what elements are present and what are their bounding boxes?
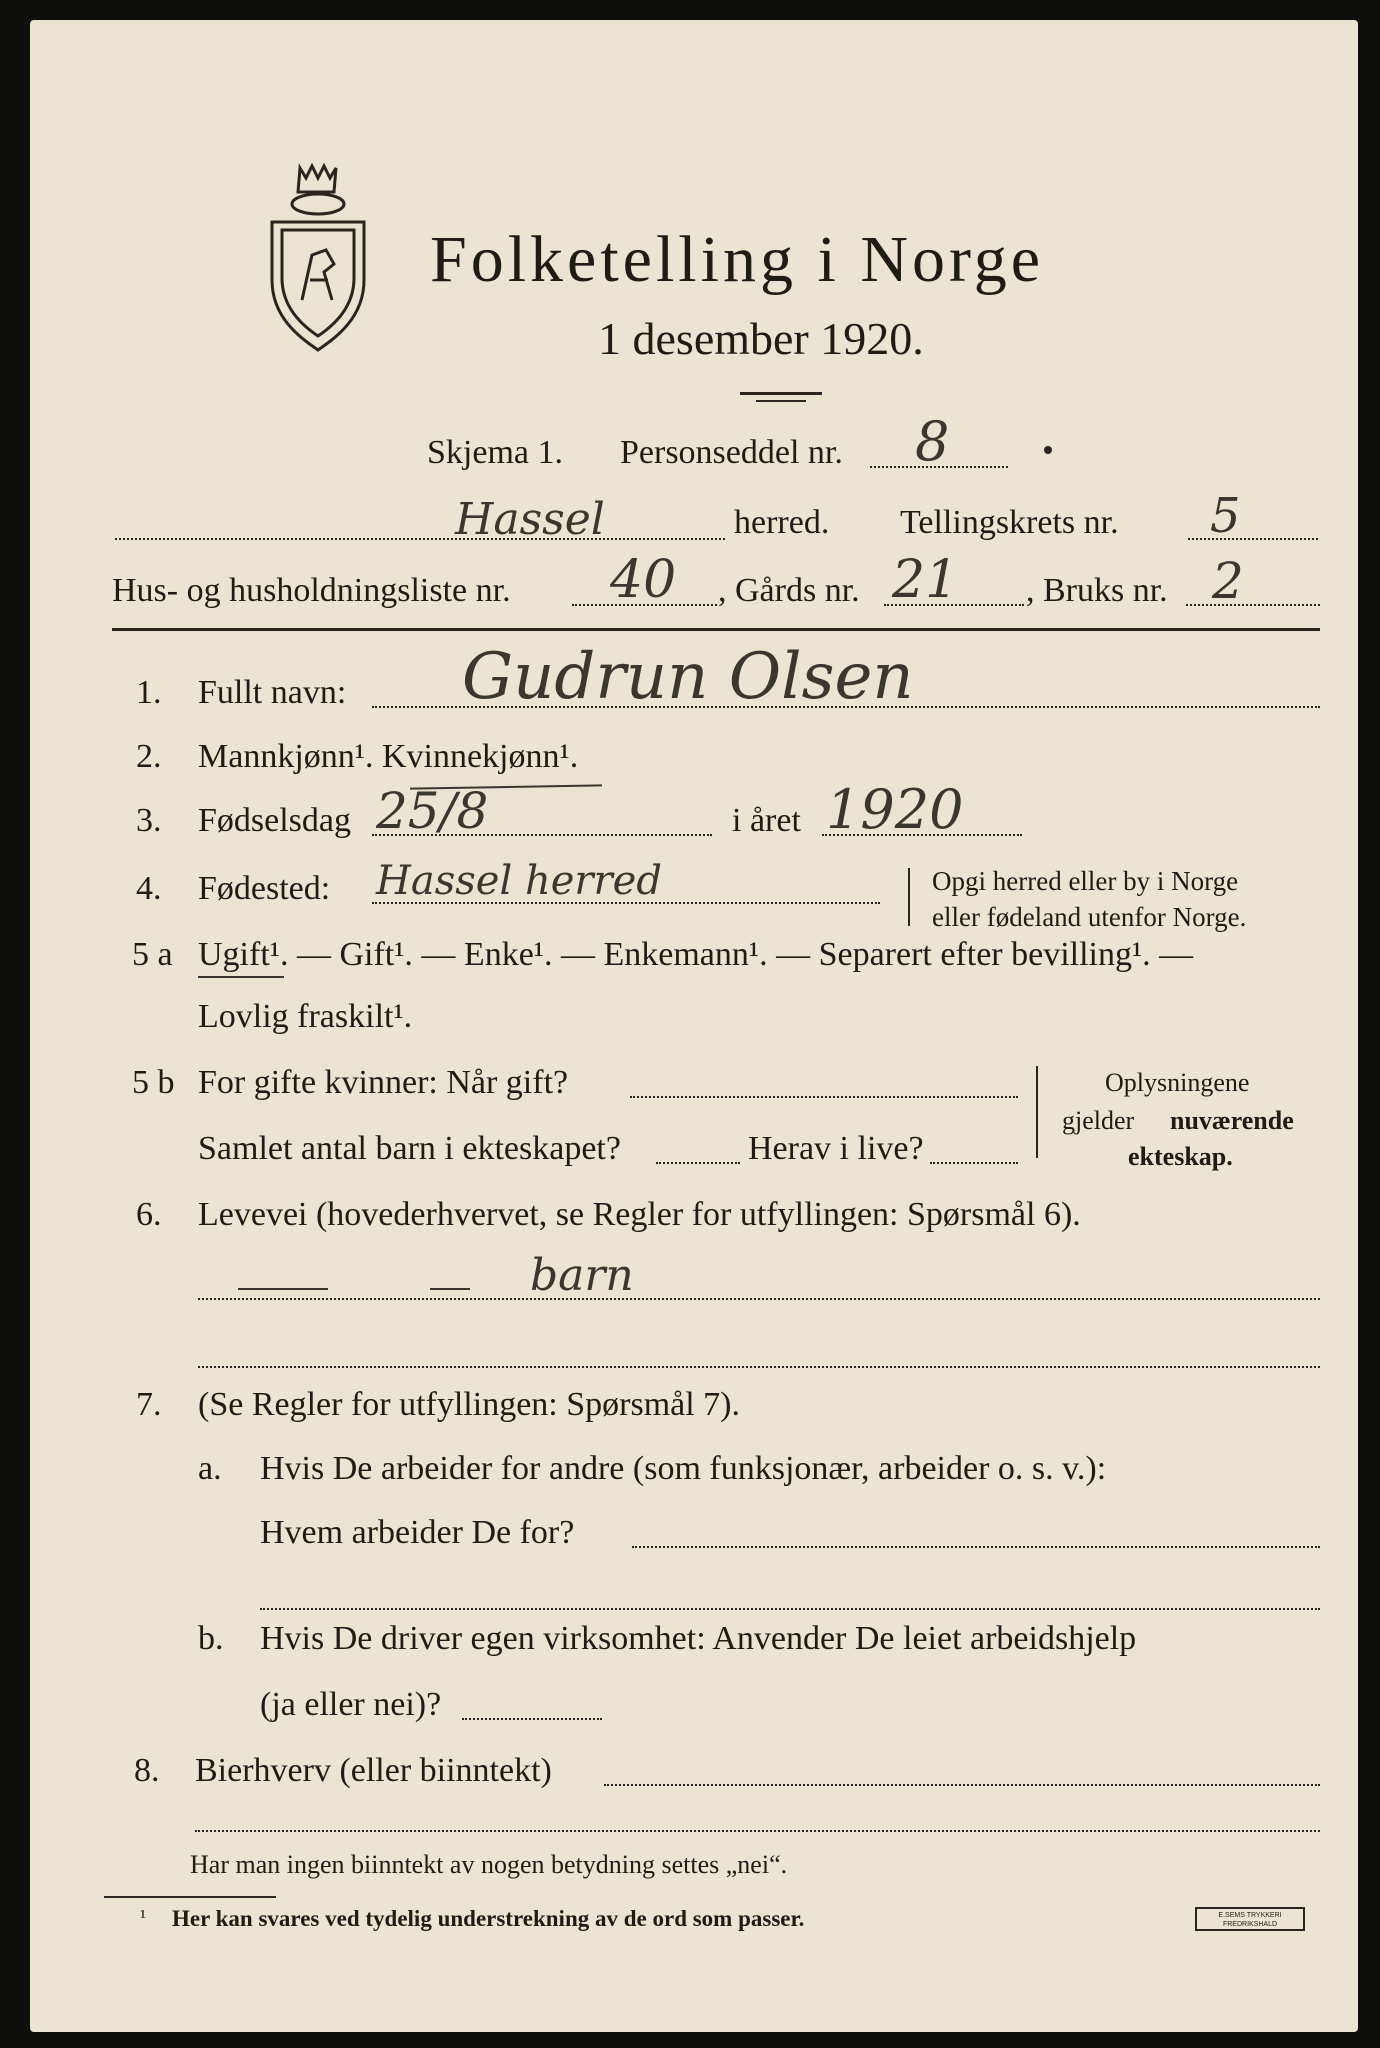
q8-line2 — [195, 1830, 1320, 1832]
q1-label: Fullt navn: — [198, 674, 347, 711]
q5a-number: 5 a — [132, 936, 173, 973]
form-title: Folketelling i Norge — [430, 223, 1045, 296]
q3-number: 3. — [136, 802, 162, 839]
q4-note-brace — [908, 868, 916, 926]
q5b-note-line2b: nuværende — [1170, 1106, 1294, 1135]
printer-stamp-text: E.SEMS TRYKKERI FREDRIKSHALD — [1218, 1912, 1282, 1928]
q8-number: 8. — [134, 1752, 160, 1789]
q5b-alive-label: Herav i live? — [748, 1130, 924, 1167]
birthplace-value[interactable]: Hassel herred — [376, 858, 662, 904]
birth-year-value[interactable]: 1920 — [826, 778, 964, 841]
bruks-value[interactable]: 2 — [1212, 552, 1244, 610]
footnote-rule — [104, 1896, 276, 1898]
q5a-line2[interactable]: Lovlig fraskilt¹. — [198, 998, 413, 1035]
herred-label: herred. — [734, 504, 830, 541]
tellingskrets-value[interactable]: 5 — [1210, 488, 1241, 544]
husliste-label: Hus- og husholdningsliste nr. — [112, 572, 511, 609]
q5a-marital-options[interactable]: Ugift¹. — Gift¹. — Enke¹. — Enkemann¹. — Separert efter bevilling¹. — — [198, 936, 1194, 973]
q5b-children-label: Samlet antal barn i ekteskapet? — [198, 1130, 621, 1167]
q7-number: 7. — [136, 1386, 162, 1423]
q7b-answer-line — [462, 1718, 602, 1720]
footnote-text: Her kan svares ved tydelig understrekning av de ord som passer. — [172, 1906, 805, 1931]
q7b-number: b. — [198, 1620, 224, 1657]
q5b-note-brace — [1036, 1066, 1044, 1158]
footnote-mark: ¹ — [140, 1906, 146, 1928]
q6-number: 6. — [136, 1196, 162, 1233]
coat-of-arms-icon — [262, 160, 374, 355]
q4-note-line2: eller fødeland utenfor Norge. — [932, 902, 1247, 932]
biinntekt-note: Har man ingen biinntekt av nogen betydning settes „nei“. — [190, 1850, 788, 1879]
q5b-note-line1: Oplysningene — [1105, 1068, 1250, 1097]
q5b-line1: For gifte kvinner: Når gift? — [198, 1064, 569, 1101]
q5a-underline-mark — [198, 976, 284, 978]
q7a-answer-line2 — [260, 1608, 1320, 1610]
dot-mark — [1044, 446, 1052, 454]
gards-label: , Gårds nr. — [718, 572, 860, 609]
personseddel-value[interactable]: 8 — [915, 410, 950, 473]
full-name-value[interactable]: Gudrun Olsen — [462, 640, 914, 714]
printer-stamp — [1195, 1907, 1305, 1931]
census-date: 1 desember 1920. — [598, 313, 924, 364]
q7a-line2: Hvem arbeider De for? — [260, 1514, 575, 1551]
skjema-label: Skjema 1. — [427, 434, 563, 471]
q7b-line1: Hvis De driver egen virksomhet: Anvender De leiet arbeidshjelp — [260, 1620, 1137, 1657]
q6-label: Levevei (hovederhvervet, se Regler for utfyllingen: Spørsmål 6). — [198, 1196, 1081, 1233]
q5b-number: 5 b — [132, 1064, 175, 1101]
q7a-number: a. — [198, 1450, 222, 1487]
q6-dash-mark — [238, 1288, 328, 1290]
q8-line1 — [604, 1784, 1320, 1786]
herred-line — [115, 538, 725, 540]
bruks-line — [1186, 604, 1320, 606]
birthday-value[interactable]: 25/8 — [376, 782, 489, 840]
q3-year-label: i året — [732, 802, 801, 839]
q5b-note-line2a: gjelder — [1062, 1106, 1135, 1135]
q5b-note-line3: ekteskap. — [1128, 1142, 1233, 1171]
q3-label: Fødselsdag — [198, 802, 351, 839]
q4-label: Fødested: — [198, 870, 331, 907]
q6-dash-mark-2 — [430, 1288, 470, 1290]
q7b-line2: (ja eller nei)? — [260, 1686, 442, 1723]
q6-line2 — [198, 1366, 1320, 1368]
husliste-value[interactable]: 40 — [610, 550, 677, 610]
q7a-answer-line1 — [632, 1546, 1320, 1548]
herred-value[interactable]: Hassel — [455, 494, 605, 545]
header-separator — [112, 628, 1320, 631]
q2-number: 2. — [136, 738, 162, 775]
q8-label: Bierhverv (eller biinntekt) — [195, 1752, 552, 1789]
q5b-married-line — [630, 1096, 1018, 1098]
q5b-children-line — [656, 1162, 740, 1164]
q7a-line1: Hvis De arbeider for andre (som funksjonær, arbeider o. s. v.): — [260, 1450, 1107, 1487]
q7-label: (Se Regler for utfyllingen: Spørsmål 7). — [198, 1386, 741, 1423]
tellingskrets-label: Tellingskrets nr. — [900, 504, 1119, 541]
personseddel-label: Personseddel nr. — [620, 434, 843, 471]
q6-line1 — [198, 1298, 1320, 1300]
title-divider-2 — [756, 400, 806, 402]
q4-note-line1: Opgi herred eller by i Norge — [932, 866, 1239, 896]
occupation-value[interactable]: barn — [530, 1250, 634, 1301]
bruks-label: , Bruks nr. — [1026, 572, 1168, 609]
title-divider — [740, 392, 822, 395]
q4-number: 4. — [136, 870, 162, 907]
q1-number: 1. — [136, 674, 162, 711]
q5b-alive-line — [930, 1162, 1018, 1164]
tellingskrets-line — [1188, 538, 1318, 540]
gards-value[interactable]: 21 — [892, 550, 959, 610]
q2-gender-options[interactable]: Mannkjønn¹. Kvinnekjønn¹. — [198, 738, 579, 775]
